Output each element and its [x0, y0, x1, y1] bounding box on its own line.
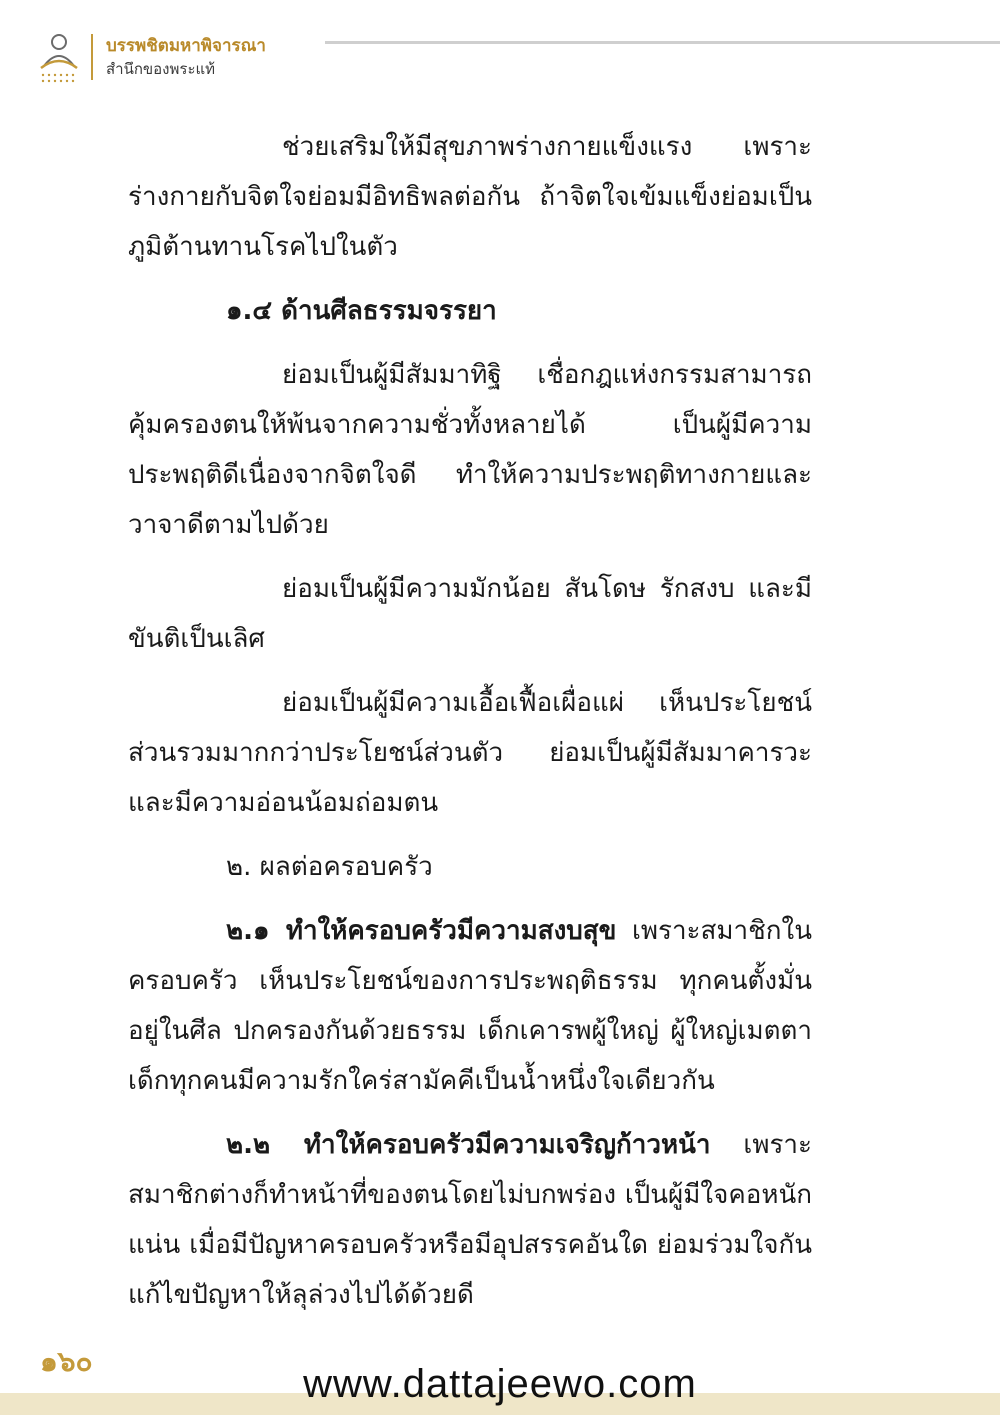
page-header [0, 0, 1000, 100]
paragraph-contentment: ย่อมเป็นผู้มีความมักน้อย สันโดษ รักสงบ และมีขันติเป็นเลิศ [128, 574, 812, 654]
paragraph-family-peace [128, 906, 812, 1106]
book-title: บรรพชิตมหาพิจารณา [106, 36, 266, 56]
header-divider [91, 34, 93, 80]
paragraph-right-view: ย่อมเป็นผู้มีสัมมาทิฐิ เชื่อกฎแห่งกรรมสามารถคุ้มครองตนให้พ้นจากความชั่วทั้งหลายได้ เป็นผู้มีความประพฤติดีเนื่องจากจิตใจดี ทำให้ความประพฤติทางกายและวาจาดีตามไปด้วย [128, 360, 812, 540]
section-heading-morality: ๑.๔ ด้านศีลธรรมจรรยา [226, 296, 497, 326]
subheading-family-progress: ๒.๒ ทำให้ครอบครัวมีความเจริญก้าวหน้า [226, 1130, 711, 1160]
monk-meditation-icon [38, 32, 80, 84]
paragraph-family-progress-text: เพราะสมาชิกต่างก็ทำหน้าที่ของตนโดยไม่บกพร่อง เป็นผู้มีใจคอหนักแน่น เมื่อมีปัญหาครอบครัวหรือมีอุปสรรคอันใด ย่อมร่วมใจกันแก้ไขปัญหาให้ลุล่วงไปได้ด้วยดี [128, 1130, 812, 1310]
body-text [128, 122, 812, 1334]
subheading-family-peace: ๒.๑ ทำให้ครอบครัวมีความสงบสุข [226, 916, 617, 946]
paragraph-generosity: ย่อมเป็นผู้มีความเอื้อเฟื้อเผื่อแผ่ เห็นประโยชน์ส่วนรวมมากกว่าประโยชน์ส่วนตัว ย่อมเป็นผู้มีสัมมาคารวะและมีความอ่อนน้อมถ่อมตน [128, 688, 812, 818]
section-heading-family: ๒. ผลต่อครอบครัว [226, 852, 433, 882]
paragraph-family-peace-text: เพราะสมาชิกในครอบครัว เห็นประโยชน์ของการประพฤติธรรม ทุกคนตั้งมั่นอยู่ในศีล ปกครองกันด้วยธรรม เด็กเคารพผู้ใหญ่ ผู้ใหญ่เมตตาเด็กทุกคนมีความรักใคร่สามัคคีเป็นน้ำหนึ่งใจเดียวกัน [128, 916, 812, 1096]
paragraph-family-progress [128, 1120, 812, 1320]
website-watermark: www.dattajeewo.com [303, 1362, 697, 1406]
page-number: ๑๖๐ [40, 1345, 93, 1378]
paragraph-health: ช่วยเสริมให้มีสุขภาพร่างกายแข็งแรง เพราะร่างกายกับจิตใจย่อมมีอิทธิพลต่อกัน ถ้าจิตใจเข้มแข็งย่อมเป็นภูมิต้านทานโรคไปในตัว [128, 132, 812, 262]
book-subtitle: สำนึกของพระแท้ [106, 60, 216, 78]
header-rule [325, 41, 1000, 44]
